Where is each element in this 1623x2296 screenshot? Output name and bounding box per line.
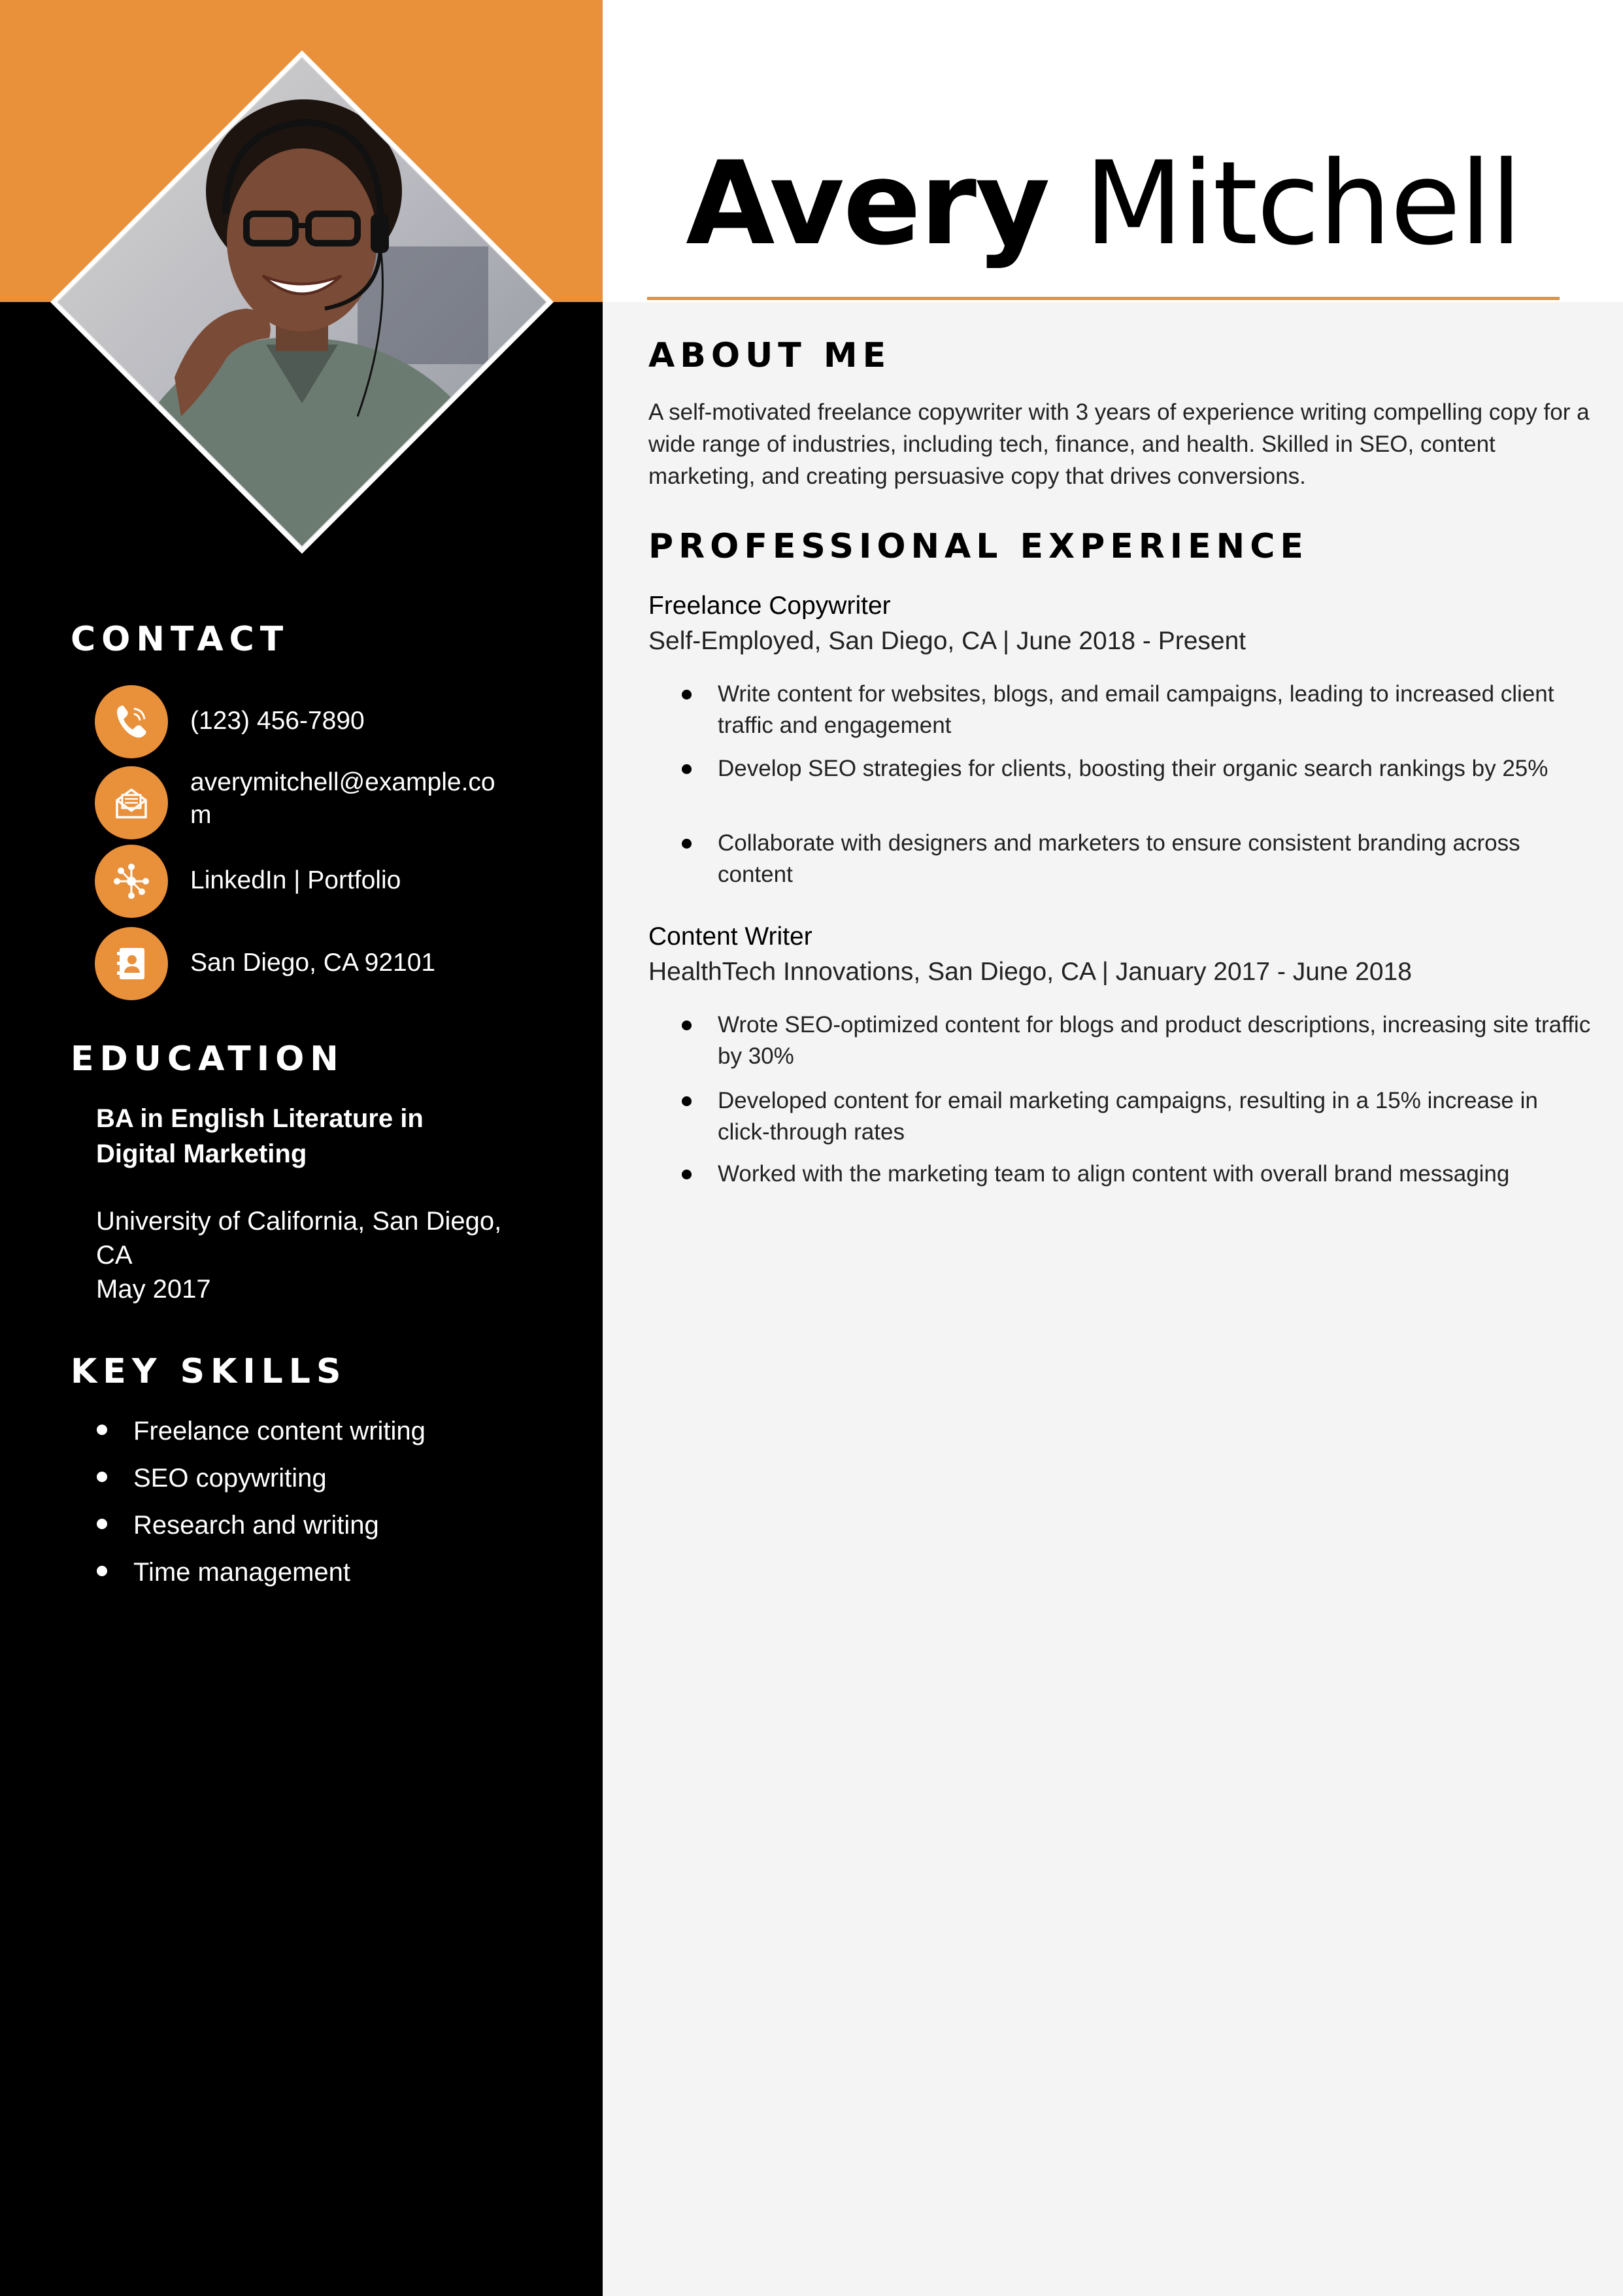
phone-icon: [95, 685, 168, 758]
email-text: [190, 766, 609, 832]
bullet-dot: [97, 1519, 107, 1529]
skill-item: [97, 1556, 350, 1589]
degree-line2: Digital Marketing: [96, 1140, 307, 1168]
bullet-dot: [682, 690, 692, 700]
job-bullet: [718, 828, 1594, 890]
about-text: A self-motivated freelance copywriter with 3 years of experience writing compelling copy for a wide range of industries, including tech, finance, and health. Skilled in SEO, content marketing, and creating persuasive copy that drives conversions.: [648, 399, 1590, 489]
bullet-text: Develop SEO strategies for clients, boosting their organic search rankings by 25%: [718, 756, 1548, 781]
bullet-dot: [682, 1021, 692, 1030]
education-degree: [96, 1101, 541, 1172]
education-date: May 2017: [96, 1275, 211, 1304]
email-text-line2: m: [190, 801, 212, 829]
education-heading: EDUCATION: [71, 1039, 344, 1079]
degree-line1: BA in English Literature in: [96, 1104, 424, 1133]
bullet-dot: [682, 764, 692, 774]
job-bullet: [718, 1085, 1594, 1148]
email-text-line1: averymitchell@example.co: [190, 768, 495, 796]
job-bullet: [718, 1158, 1594, 1190]
contact-phone: [95, 685, 578, 758]
skill-text: Research and writing: [133, 1511, 379, 1540]
job-title: Content Writer: [648, 922, 812, 951]
bullet-dot: [97, 1566, 107, 1576]
candidate-name: [647, 139, 1560, 269]
bullet-dot: [682, 1170, 692, 1179]
job-bullet: [718, 753, 1594, 785]
phone-text: (123) 456-7890: [190, 707, 365, 735]
skill-text: Time management: [133, 1558, 350, 1587]
bullet-dot: [682, 1096, 692, 1106]
last-name: Mitchell: [1084, 137, 1521, 271]
skill-text: SEO copywriting: [133, 1464, 327, 1493]
job-meta: HealthTech Innovations, San Diego, CA | January 2017 - June 2018: [648, 958, 1412, 986]
bullet-dot: [682, 839, 692, 849]
bullet-text: Developed content for email marketing campaigns, resulting in a 15% increase in click-through rates: [718, 1088, 1538, 1145]
profile-photo: [50, 50, 554, 554]
education-school: [96, 1204, 554, 1272]
bullet-text: Worked with the marketing team to align content with overall brand messaging: [718, 1161, 1510, 1187]
about-heading: ABOUT ME: [648, 336, 892, 375]
contact-address: [95, 927, 578, 1000]
contact-links: [95, 845, 578, 918]
bullet-text: Collaborate with designers and marketers to ensure consistent branding across content: [718, 830, 1520, 887]
skills-heading: KEY SKILLS: [71, 1352, 347, 1391]
job-bullet: [718, 679, 1594, 741]
bullet-dot: [97, 1425, 107, 1435]
contact-email: [95, 766, 578, 839]
skill-text: Freelance content writing: [133, 1417, 426, 1445]
bullet-text: Wrote SEO-optimized content for blogs and product descriptions, increasing site traffic by 30%: [718, 1012, 1591, 1069]
contact-heading: CONTACT: [71, 620, 290, 659]
links-text: LinkedIn | Portfolio: [190, 866, 401, 894]
first-name: Avery: [686, 137, 1049, 271]
experience-heading: PROFESSIONAL EXPERIENCE: [648, 527, 1309, 566]
job-title: Freelance Copywriter: [648, 592, 891, 620]
job-bullet: [718, 1009, 1594, 1072]
network-icon: [95, 845, 168, 918]
skill-item: [97, 1462, 327, 1494]
mail-icon: [95, 766, 168, 839]
school-line2: CA: [96, 1241, 133, 1270]
skill-item: [97, 1415, 426, 1447]
school-line1: University of California, San Diego,: [96, 1207, 502, 1236]
bullet-dot: [97, 1472, 107, 1482]
job-meta: Self-Employed, San Diego, CA | June 2018 - Present: [648, 627, 1247, 655]
skill-item: [97, 1509, 379, 1542]
address-text: San Diego, CA 92101: [190, 949, 436, 977]
name-divider: [647, 297, 1560, 300]
address-book-icon: [95, 927, 168, 1000]
bullet-text: Write content for websites, blogs, and email campaigns, leading to increased client traffic and engagement: [718, 681, 1554, 738]
sidebar: [0, 302, 603, 2296]
